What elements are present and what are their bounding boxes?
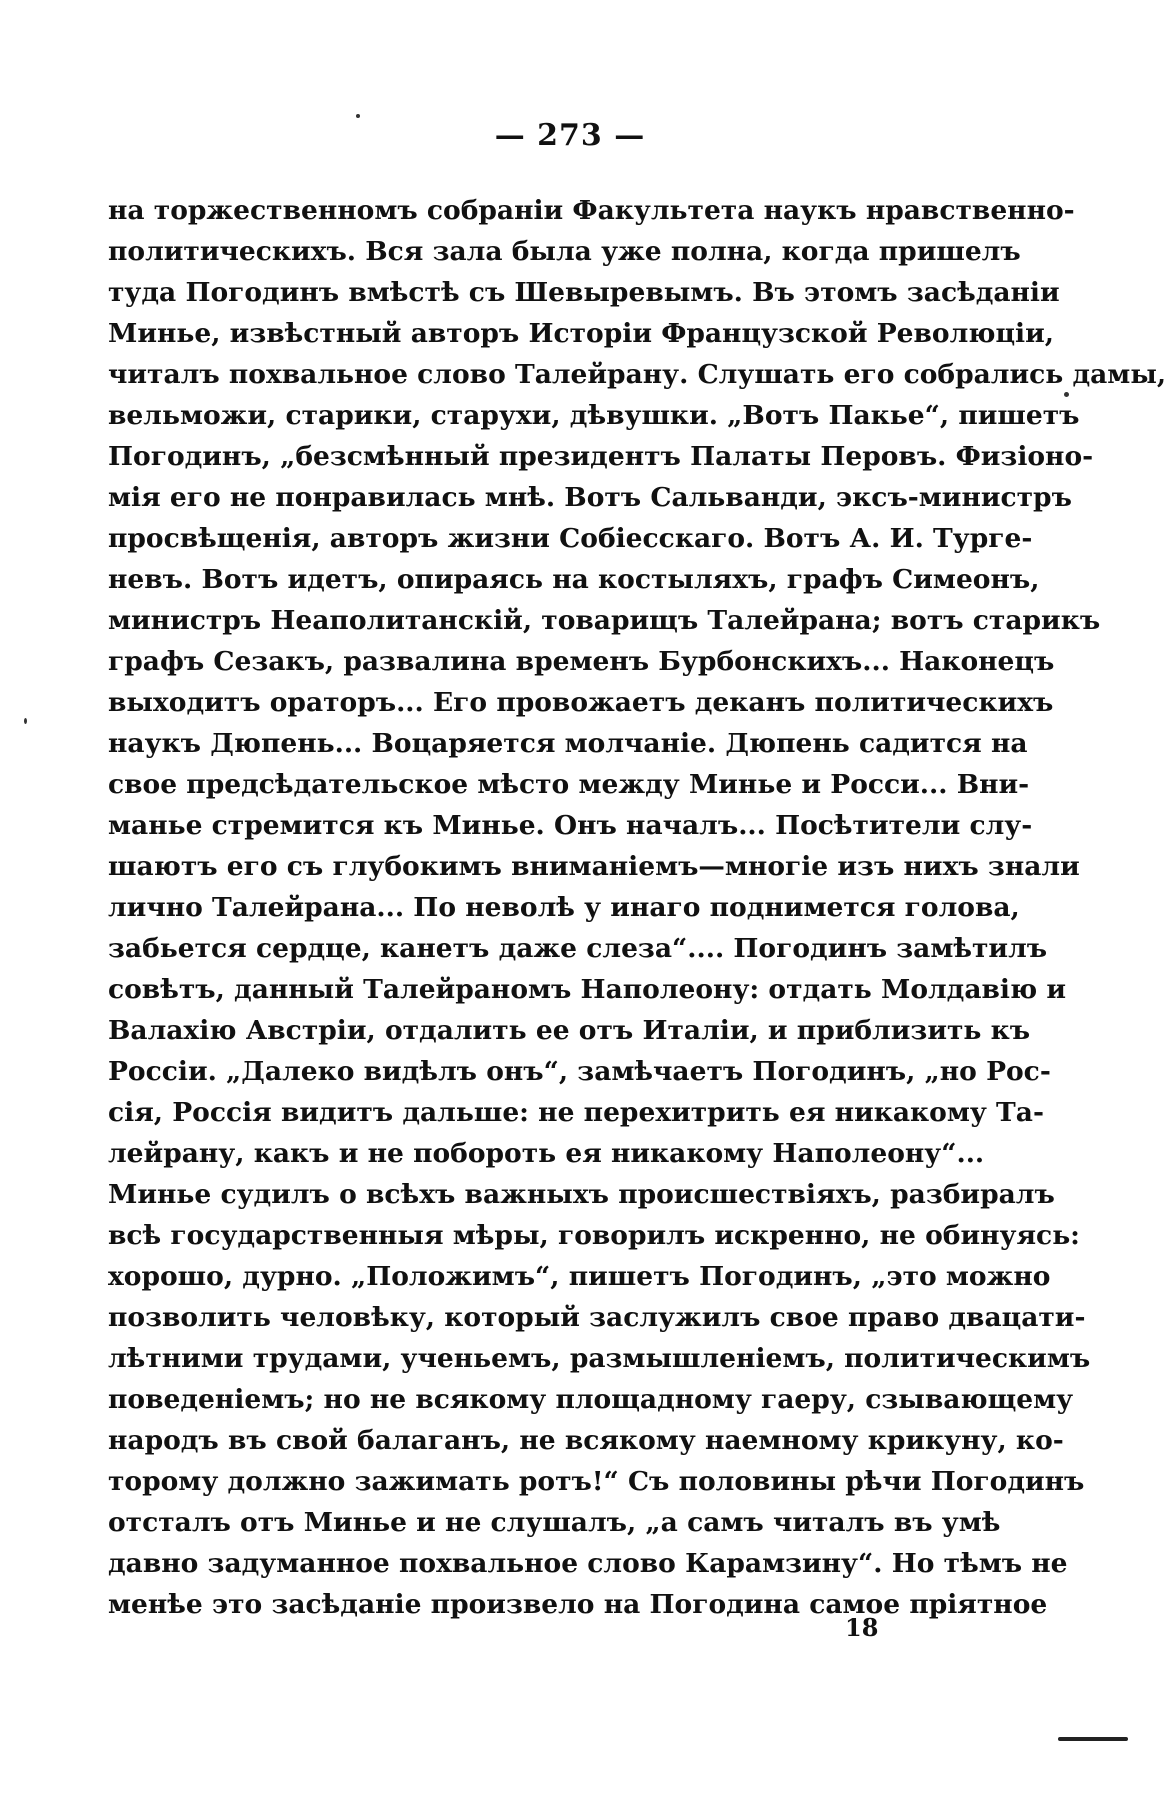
text-line: манье стремится къ Минье. Онъ началъ... Посѣтители слу-: [108, 810, 1033, 841]
text-line: Россiи. „Далеко видѣлъ онъ“, замѣчаетъ Погодинъ, „но Рос-: [108, 1056, 1051, 1087]
text-line: Погодинъ, „безсмѣнный президентъ Палаты Перовъ. Физiоно-: [108, 441, 1094, 472]
text-line: забьется сердце, канетъ даже слеза“.... Погодинъ замѣтилъ: [108, 933, 1048, 964]
signature-mark: 18: [845, 1613, 879, 1642]
text-line: Минье, извѣстный авторъ Исторiи Французской Революцiи,: [108, 318, 1054, 349]
text-line: поведенiемъ; но не всякому площадному гаеру, сзывающему: [108, 1384, 1074, 1415]
text-line: Валахiю Австрiи, отдалить ее отъ Италiи, и приблизить къ: [108, 1015, 1031, 1046]
text-line: давно задуманное похвальное слово Карамзину“. Но тѣмъ не: [108, 1548, 1068, 1579]
text-line: вельможи, старики, старухи, дѣвушки. „Вотъ Пакье“, пишетъ: [108, 400, 1080, 431]
text-line: Минье судилъ о всѣхъ важныхъ происшествiяхъ, разбиралъ: [108, 1179, 1055, 1210]
text-line: менѣе это засѣданiе произвело на Погодина самое прiятное: [108, 1589, 1048, 1620]
text-line: читалъ похвальное слово Талейрану. Слушать его собрались дамы,: [108, 359, 1166, 390]
text-line: мiя его не понравилась мнѣ. Вотъ Сальванди, эксъ-министръ: [108, 482, 1072, 513]
body-text: [108, 190, 1166, 1625]
text-line: народъ въ свой балаганъ, не всякому наемному крикуну, ко-: [108, 1425, 1064, 1456]
text-line: сiя, Россiя видитъ дальше: не перехитрить ея никакому Та-: [108, 1097, 1044, 1128]
text-line: позволить человѣку, который заслужилъ свое право двацати-: [108, 1302, 1086, 1333]
text-line: отсталъ отъ Минье и не слушалъ, „а самъ читалъ въ умѣ: [108, 1507, 1001, 1538]
text-line: свое предсѣдательское мѣсто между Минье и Росси... Вни-: [108, 769, 1030, 800]
text-line: выходитъ ораторъ... Его провожаетъ деканъ политическихъ: [108, 687, 1054, 718]
text-line: лично Талейрана... По неволѣ у инаго поднимется голова,: [108, 892, 1020, 923]
text-line: политическихъ. Вся зала была уже полна, когда пришелъ: [108, 236, 1021, 267]
margin-rule: [1058, 1737, 1128, 1741]
text-line: хорошо, дурно. „Положимъ“, пишетъ Погодинъ, „это можно: [108, 1261, 1051, 1292]
text-line: торому должно зажимать ротъ!“ Съ половины рѣчи Погодинъ: [108, 1466, 1085, 1497]
text-line: просвѣщенiя, авторъ жизни Собiесскаго. Вотъ А. И. Турге-: [108, 523, 1033, 554]
text-line: невъ. Вотъ идетъ, опираясь на костыляхъ, графъ Симеонъ,: [108, 564, 1040, 595]
text-line: графъ Сезакъ, развалина временъ Бурбонскихъ... Наконецъ: [108, 646, 1055, 677]
text-line: туда Погодинъ вмѣстѣ съ Шевыревымъ. Въ этомъ засѣданiи: [108, 277, 1060, 308]
text-line: наукъ Дюпень... Воцаряется молчанiе. Дюпень садится на: [108, 728, 1028, 759]
ink-speck: [24, 718, 27, 724]
ink-speck: [356, 114, 360, 118]
text-line: совѣтъ, данный Талейраномъ Наполеону: отдать Молдавiю и: [108, 974, 1067, 1005]
text-line: лѣтними трудами, ученьемъ, размышленiемъ, политическимъ: [108, 1343, 1091, 1374]
text-line: министръ Неаполитанскiй, товарищъ Талейрана; вотъ старикъ: [108, 605, 1101, 636]
text-line: всѣ государственныя мѣры, говорилъ искренно, не обинуясь:: [108, 1220, 1080, 1251]
ink-speck: [1064, 392, 1069, 397]
text-line: шаютъ его съ глубокимъ вниманiемъ—многiе изъ нихъ знали: [108, 851, 1080, 882]
text-line: на торжественномъ собранiи Факультета наукъ нравственно-: [108, 195, 1075, 226]
text-line: лейрану, какъ и не побороть ея никакому Наполеону“...: [108, 1138, 985, 1169]
page-number-header: — 273 —: [494, 118, 646, 153]
